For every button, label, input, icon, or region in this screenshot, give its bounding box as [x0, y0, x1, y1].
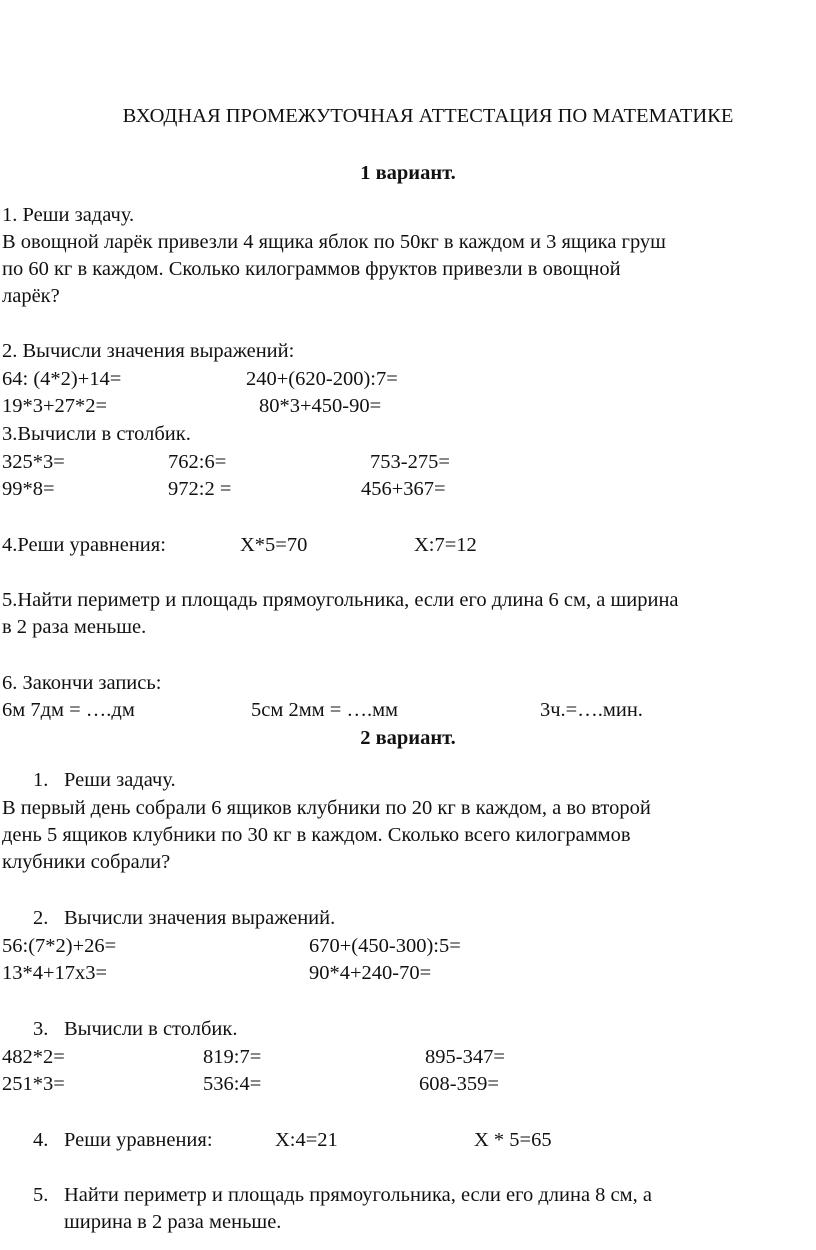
- v2-task2-expr-3: 13*4+17х3=: [2, 962, 108, 984]
- v2-task4-number: 4.: [33, 1129, 49, 1151]
- v2-task3-calc-3: 895-347=: [425, 1046, 505, 1068]
- v1-task6-item-2: 5см 2мм = ….мм: [251, 699, 399, 721]
- v2-task4-equation-1: Х:4=21: [275, 1129, 338, 1151]
- page-title: ВХОДНАЯ ПРОМЕЖУТОЧНАЯ АТТЕСТАЦИЯ ПО МАТЕМАТИКЕ: [122, 105, 734, 127]
- v2-task1-line2: день 5 ящиков клубники по 30 кг в каждом. Сколько всего килограммов: [2, 824, 631, 846]
- v2-task4-heading: Реши уравнения:: [64, 1129, 213, 1151]
- variant-1-heading: 1 вариант.: [360, 162, 456, 184]
- v2-task5-number: 5.: [33, 1184, 49, 1206]
- v1-task2-expr-2: 240+(620-200):7=: [246, 368, 398, 390]
- v1-task1-line3: ларёк?: [2, 285, 60, 307]
- v2-task2-expr-4: 90*4+240-70=: [309, 962, 432, 984]
- v1-task6-heading: 6. Закончи запись:: [2, 672, 162, 694]
- v1-task3-heading: 3.Вычисли в столбик.: [2, 423, 191, 445]
- v2-task3-calc-4: 251*3=: [2, 1073, 65, 1095]
- v2-task3-number: 3.: [33, 1018, 49, 1040]
- v2-task3-calc-6: 608-359=: [419, 1073, 499, 1095]
- v1-task1-line2: по 60 кг в каждом. Сколько килограммов фруктов привезли в овощной: [2, 258, 621, 280]
- v1-task3-calc-2: 762:6=: [168, 451, 227, 473]
- v2-task3-calc-2: 819:7=: [203, 1046, 262, 1068]
- v2-task1-line3: клубники собрали?: [2, 851, 171, 873]
- v2-task1-line1: В первый день собрали 6 ящиков клубники по 20 кг в каждом, а во второй: [2, 797, 651, 819]
- v2-task1-number: 1.: [33, 769, 49, 791]
- v1-task4-heading: 4.Реши уравнения:: [2, 534, 166, 556]
- v2-task1-heading: Реши задачу.: [64, 769, 176, 791]
- v2-task3-calc-1: 482*2=: [2, 1046, 65, 1068]
- v1-task1-line1: В овощной ларёк привезли 4 ящика яблок по 50кг в каждом и 3 ящика груш: [2, 231, 666, 253]
- v1-task5-line1: 5.Найти периметр и площадь прямоугольника, если его длина 6 см, а ширина: [2, 589, 679, 611]
- v1-task3-calc-5: 972:2 =: [168, 478, 232, 500]
- v1-task3-calc-1: 325*3=: [2, 451, 65, 473]
- v2-task2-number: 2.: [33, 907, 49, 929]
- v1-task2-heading: 2. Вычисли значения выражений:: [2, 340, 295, 362]
- v2-task2-expr-1: 56:(7*2)+26=: [2, 935, 117, 957]
- v1-task6-item-1: 6м 7дм = ….дм: [2, 699, 135, 721]
- v1-task6-item-3: 3ч.=….мин.: [540, 699, 643, 721]
- v2-task3-calc-5: 536:4=: [203, 1073, 262, 1095]
- v1-task4-equation-2: Х:7=12: [414, 534, 477, 556]
- variant-2-heading: 2 вариант.: [360, 727, 456, 749]
- v1-task2-expr-1: 64: (4*2)+14=: [2, 368, 122, 390]
- v1-task5-line2: в 2 раза меньше.: [2, 616, 147, 638]
- v2-task2-heading: Вычисли значения выражений.: [64, 907, 336, 929]
- v1-task3-calc-4: 99*8=: [2, 478, 55, 500]
- v1-task2-expr-4: 80*3+450-90=: [259, 395, 382, 417]
- v1-task2-expr-3: 19*3+27*2=: [2, 395, 108, 417]
- v2-task5-line2: ширина в 2 раза меньше.: [64, 1211, 282, 1233]
- v1-task1-heading: 1. Реши задачу.: [2, 204, 135, 226]
- v2-task3-heading: Вычисли в столбик.: [64, 1018, 238, 1040]
- v2-task2-expr-2: 670+(450-300):5=: [309, 935, 461, 957]
- v2-task4-equation-2: Х * 5=65: [474, 1129, 552, 1151]
- v2-task5-line1: Найти периметр и площадь прямоугольника, если его длина 8 см, а: [64, 1184, 652, 1206]
- v1-task3-calc-3: 753-275=: [370, 451, 450, 473]
- v1-task3-calc-6: 456+367=: [361, 478, 446, 500]
- v1-task4-equation-1: Х*5=70: [240, 534, 308, 556]
